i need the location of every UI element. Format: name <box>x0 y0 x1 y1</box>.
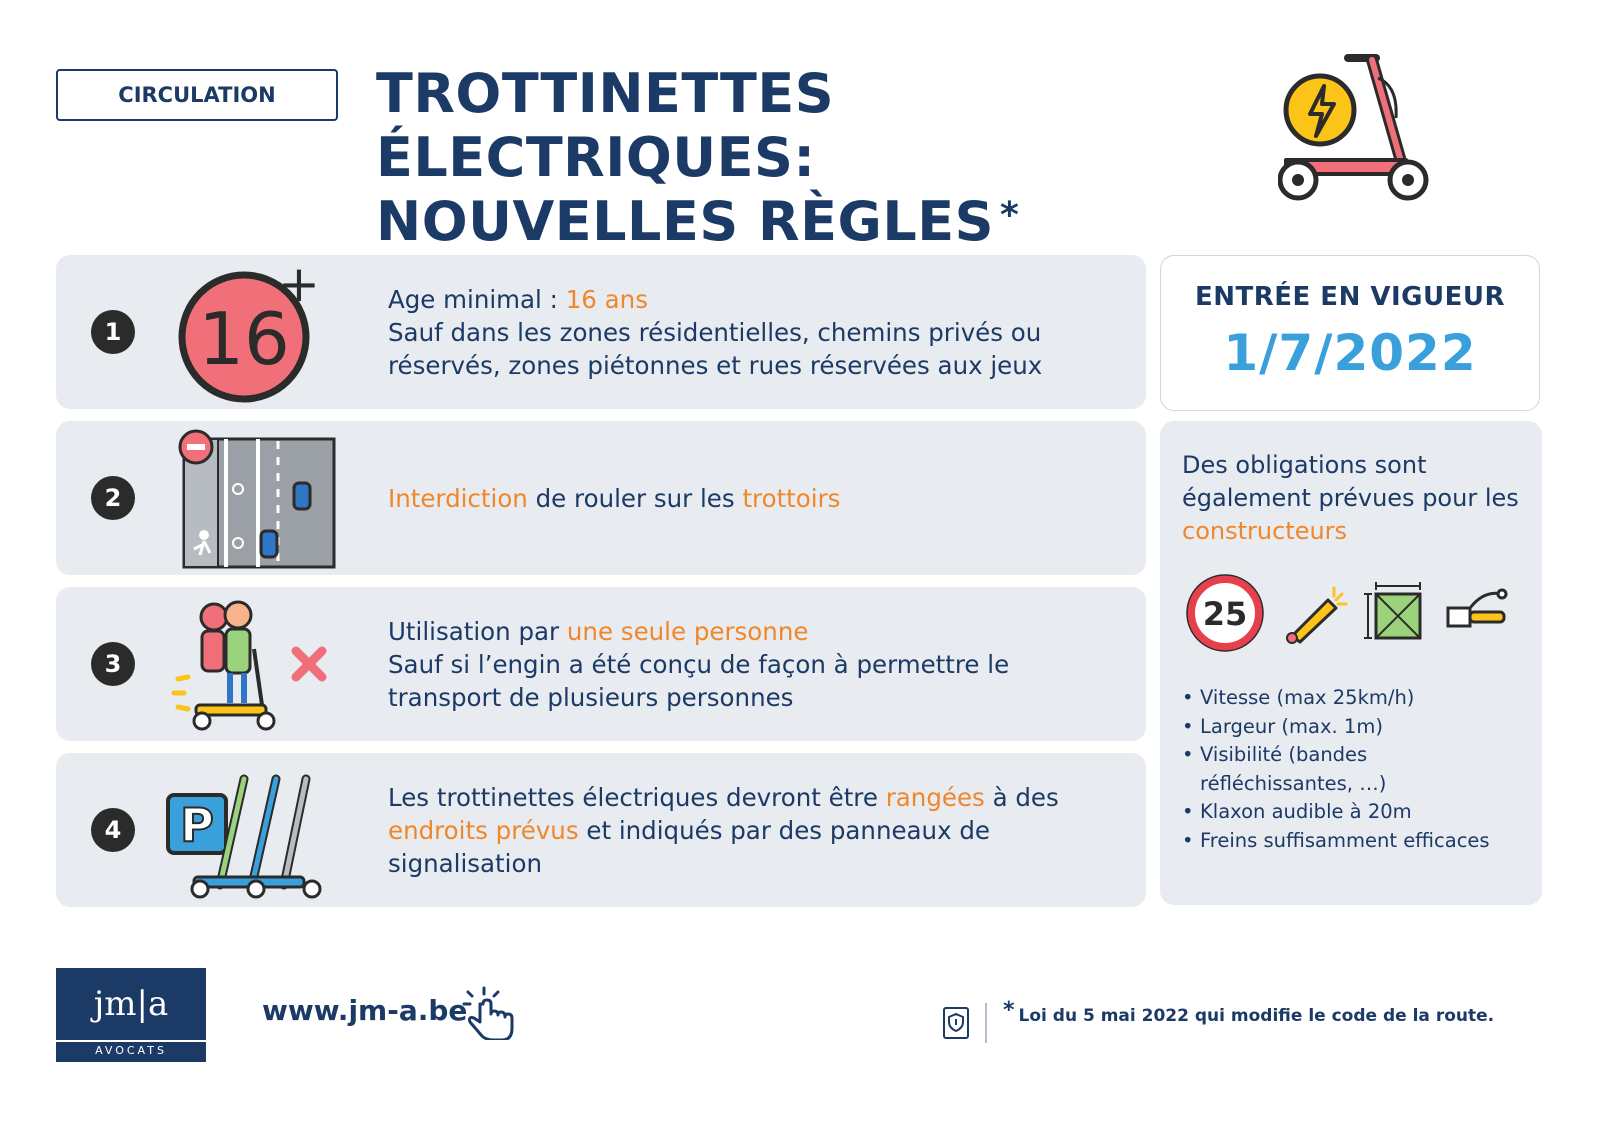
manufacturers-intro-prefix: Des obligations sont également prévues pour les <box>1182 451 1519 512</box>
rule-card-single-rider <box>56 587 1146 741</box>
footer-divider <box>985 1003 987 1043</box>
rule-text <box>388 255 1116 409</box>
parking-letter: P <box>180 798 214 852</box>
logo-divider <box>56 1040 206 1042</box>
rule-highlight-2: trottoirs <box>742 483 841 513</box>
rule-line2: Sauf dans les zones résidentielles, chemins privés ou réservés, zones piétonnes et rues réservées aux jeux <box>388 317 1043 380</box>
manufacturers-intro-highlight: constructeurs <box>1182 517 1348 545</box>
rule-line1-prefix: Age minimal : <box>388 284 566 314</box>
effective-date-box <box>1160 255 1540 411</box>
age-16-plus-icon <box>166 261 346 403</box>
rule-line1-highlight: une seule personne <box>566 616 809 646</box>
effective-date-value: 1/7/2022 <box>1223 324 1477 382</box>
rule-number: 4 <box>91 808 135 852</box>
width-dimension-icon <box>1362 580 1428 646</box>
list-item: • Visibilité (bandes réfléchissantes, …) <box>1182 741 1520 798</box>
rule-highlight-1: rangées <box>885 782 985 812</box>
speed-limit-icon <box>1186 574 1264 652</box>
logo-mark: jm|a <box>93 984 169 1024</box>
manufacturer-obligations-list <box>1182 684 1520 855</box>
list-item: • Freins suffisamment efficaces <box>1182 827 1520 856</box>
rule-number: 2 <box>91 476 135 520</box>
list-item: • Klaxon audible à 20m <box>1182 798 1520 827</box>
manufacturers-intro <box>1182 449 1520 548</box>
law-book-icon <box>942 1006 970 1040</box>
list-item: • Largeur (max. 1m) <box>1182 713 1520 742</box>
rule-part3: et indiqués par des panneaux de signalisation <box>388 815 990 878</box>
jma-logo[interactable] <box>56 968 206 1062</box>
rule-card-parking <box>56 753 1146 907</box>
rule-number: 1 <box>91 310 135 354</box>
age-badge-plus: + <box>278 261 320 313</box>
scooter-parking-icon <box>166 759 346 901</box>
page-title <box>376 62 1256 254</box>
website-link[interactable]: www.jm-a.be <box>262 994 468 1027</box>
title-asterisk: * <box>1000 195 1020 236</box>
speed-limit-value: 25 <box>1202 595 1248 633</box>
pointer-hand-icon <box>460 986 520 1040</box>
category-tag: CIRCULATION <box>56 69 338 121</box>
rule-card-age <box>56 255 1146 409</box>
two-riders-prohibited-icon <box>166 593 346 735</box>
title-line-1: TROTTINETTES ÉLECTRIQUES: <box>376 62 835 189</box>
rule-highlight-1: Interdiction <box>388 483 528 513</box>
law-footnote <box>1003 998 1495 1031</box>
list-item: • Vitesse (max 25km/h) <box>1182 684 1520 713</box>
rule-text <box>388 587 1116 741</box>
horn-icon <box>1282 580 1348 646</box>
title-line-2: NOUVELLES RÈGLES <box>376 190 995 253</box>
logo-subtitle: AVOCATS <box>95 1044 167 1057</box>
effective-date-label: ENTRÉE EN VIGUEUR <box>1194 282 1506 312</box>
rule-line1-prefix: Utilisation par <box>388 616 567 646</box>
brake-lever-icon <box>1444 580 1510 646</box>
footnote-text: Loi du 5 mai 2022 qui modifie le code de la route. <box>1018 1006 1495 1026</box>
rule-text <box>388 421 1116 575</box>
rule-part1: Les trottinettes électriques devront être <box>388 782 886 812</box>
rule-card-sidewalk <box>56 421 1146 575</box>
manufacturer-icons <box>1182 574 1520 654</box>
age-badge-text: 16 <box>198 297 290 381</box>
manufacturers-panel <box>1160 421 1542 905</box>
rule-middle: de rouler sur les <box>527 483 743 513</box>
electric-scooter-icon <box>1278 48 1443 208</box>
sidewalk-prohibited-icon <box>166 427 346 569</box>
rule-text <box>388 753 1116 907</box>
rule-line1-highlight: 16 ans <box>565 284 648 314</box>
rule-number: 3 <box>91 642 135 686</box>
rule-highlight-2: endroits prévus <box>388 815 579 845</box>
rule-line2: Sauf si l’engin a été conçu de façon à permettre le transport de plusieurs personnes <box>388 649 1010 712</box>
rule-part2: à des <box>984 782 1059 812</box>
footnote-asterisk: * <box>1003 998 1015 1023</box>
